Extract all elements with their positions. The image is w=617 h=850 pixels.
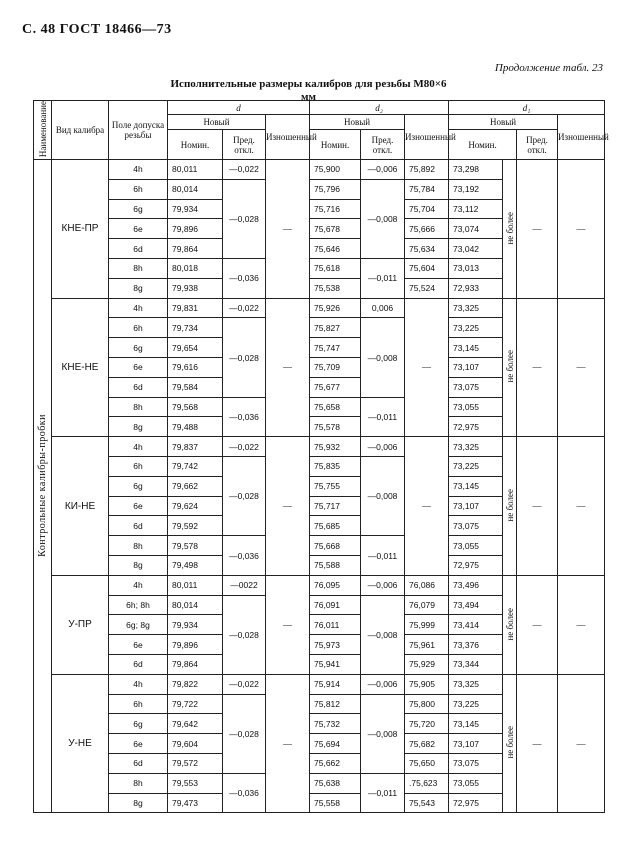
d1-nominal-cell: 73,325 [449, 437, 503, 457]
d1-nominal-cell: 73,107 [449, 734, 503, 754]
table-body [34, 160, 605, 813]
gauge-type-cell: У-ПР [52, 575, 109, 674]
tolerance-field-cell: 4h [109, 575, 168, 595]
d-limit-deviation-cell: —0,022 [223, 160, 266, 180]
d1-limit-deviation-cell: — [517, 298, 558, 437]
d-limit-deviation-cell: —0,028 [223, 179, 266, 258]
d1-limit-deviation-cell: — [517, 674, 558, 813]
tolerance-field-cell: 6g; 8g [109, 615, 168, 635]
d-nominal-cell: 79,624 [168, 496, 223, 516]
d2-nominal-cell: 75,747 [310, 338, 361, 358]
d2-nominal-cell: 75,796 [310, 179, 361, 199]
d1-nominal-cell: 73,075 [449, 516, 503, 536]
d-nominal-cell: 79,831 [168, 298, 223, 318]
col-tolerance-field-header: Поле допуска резьбы [109, 101, 168, 160]
d1-nominal-cell: 73,145 [449, 338, 503, 358]
d-nominal-cell: 79,604 [168, 734, 223, 754]
d1-nominal-cell: 73,192 [449, 179, 503, 199]
d1-nominal-cell: 73,325 [449, 674, 503, 694]
tolerance-field-cell: 8h [109, 397, 168, 417]
table-row [34, 160, 605, 180]
d2-limit-deviation-cell: —0,006 [361, 437, 405, 457]
gauge-type-cell: КНЕ-НЕ [52, 298, 109, 437]
tolerance-field-cell: 4h [109, 674, 168, 694]
tolerance-field-cell: 8g [109, 793, 168, 813]
d-limit-deviation-cell: —0,022 [223, 437, 266, 457]
d2-worn-cell: 75,929 [405, 655, 449, 675]
d2-nominal-cell: 75,709 [310, 358, 361, 378]
d1-not-more-cell: не более [503, 298, 517, 437]
d-nominal-cell: 79,896 [168, 219, 223, 239]
tolerance-field-cell: 8h [109, 773, 168, 793]
d2-nominal-cell: 75,755 [310, 476, 361, 496]
d2-limit-deviation-cell: —0,008 [361, 457, 405, 536]
d1-nominal-cell: 73,414 [449, 615, 503, 635]
d2-nominal-cell: 76,095 [310, 575, 361, 595]
d1-not-more-cell: не более [503, 575, 517, 674]
tolerance-field-cell: 8g [109, 417, 168, 437]
d-nominal-cell: 80,011 [168, 575, 223, 595]
caption-title: Исполнительные размеры калибров для резьбы М80×6 [170, 78, 447, 90]
d1-nominal-cell: 73,013 [449, 259, 503, 279]
tolerance-field-cell: 6d [109, 753, 168, 773]
d-limit-deviation-cell: —0,036 [223, 536, 266, 576]
tolerance-field-cell: 6h; 8h [109, 595, 168, 615]
d1-worn-cell: — [558, 437, 605, 576]
d2-worn-cell: — [405, 298, 449, 437]
d-nominal-cell: 79,722 [168, 694, 223, 714]
col-d1-nominal-header: Номин. [449, 130, 517, 160]
d1-nominal-cell: 73,055 [449, 536, 503, 556]
d1-nominal-cell: 73,112 [449, 199, 503, 219]
d-limit-deviation-cell: —0,022 [223, 298, 266, 318]
d2-worn-cell: — [405, 437, 449, 576]
d2-limit-deviation-cell: 0,006 [361, 298, 405, 318]
d2-worn-cell: 75,524 [405, 278, 449, 298]
d1-nominal-cell: 73,325 [449, 298, 503, 318]
tolerance-field-cell: 6e [109, 219, 168, 239]
d1-nominal-cell: 73,496 [449, 575, 503, 595]
side-label: Контрольные калибры-пробки [34, 160, 52, 813]
d2-limit-deviation-cell: —0,011 [361, 773, 405, 813]
d2-worn-cell: 75,604 [405, 259, 449, 279]
d1-nominal-cell: 73,074 [449, 219, 503, 239]
d1-worn-cell: — [558, 160, 605, 299]
tolerance-field-cell: 6h [109, 457, 168, 477]
d2-limit-deviation-cell: —0,006 [361, 575, 405, 595]
col-d1-limit-header: Пред. откл. [517, 130, 558, 160]
d1-nominal-cell: 73,376 [449, 635, 503, 655]
tolerance-field-cell: 8h [109, 259, 168, 279]
d2-nominal-cell: 75,973 [310, 635, 361, 655]
d2-limit-deviation-cell: —0,008 [361, 694, 405, 773]
col-d-worn-header: Изношенный [266, 115, 310, 160]
d2-nominal-cell: 75,618 [310, 259, 361, 279]
col-d1-worn-header: Изношенный [558, 115, 605, 160]
table-row [34, 437, 605, 457]
d1-not-more-cell: не более [503, 160, 517, 299]
d-nominal-cell: 79,822 [168, 674, 223, 694]
d-nominal-cell: 79,662 [168, 476, 223, 496]
d2-nominal-cell: 75,677 [310, 377, 361, 397]
d2-nominal-cell: 75,932 [310, 437, 361, 457]
col-d1-header: d₁ [449, 101, 605, 115]
col-gauge-type-header: Вид калибра [52, 101, 109, 160]
d2-worn-cell: 75,800 [405, 694, 449, 714]
d2-nominal-cell: 75,558 [310, 793, 361, 813]
d-nominal-cell: 79,934 [168, 615, 223, 635]
d2-nominal-cell: 75,578 [310, 417, 361, 437]
tolerance-field-cell: 6e [109, 358, 168, 378]
tolerance-field-cell: 6h [109, 694, 168, 714]
page-header: С. 48 ГОСТ 18466—73 [22, 22, 172, 37]
d2-worn-cell: 75,666 [405, 219, 449, 239]
d2-limit-deviation-cell: —0,006 [361, 160, 405, 180]
d-nominal-cell: 79,488 [168, 417, 223, 437]
d1-nominal-cell: 73,494 [449, 595, 503, 615]
d1-nominal-cell: 73,145 [449, 476, 503, 496]
col-d-new-header: Новый [168, 115, 266, 130]
col-d2-header: d₂ [310, 101, 449, 115]
d1-nominal-cell: 72,975 [449, 793, 503, 813]
d1-nominal-cell: 73,042 [449, 239, 503, 259]
d-nominal-cell: 79,734 [168, 318, 223, 338]
d2-nominal-cell: 75,900 [310, 160, 361, 180]
table-row [34, 674, 605, 694]
col-name-header: Наименование [34, 101, 52, 160]
d2-limit-deviation-cell: —0,011 [361, 259, 405, 299]
d1-nominal-cell: 73,075 [449, 377, 503, 397]
d2-worn-cell: 75,784 [405, 179, 449, 199]
d-nominal-cell: 80,011 [168, 160, 223, 180]
d1-limit-deviation-cell: — [517, 160, 558, 299]
d2-limit-deviation-cell: —0,011 [361, 397, 405, 437]
d-nominal-cell: 80,018 [168, 259, 223, 279]
d2-worn-cell: 75,720 [405, 714, 449, 734]
tolerance-field-cell: 6d [109, 239, 168, 259]
d1-not-more-cell: не более [503, 437, 517, 576]
d2-limit-deviation-cell: —0,011 [361, 536, 405, 576]
d2-nominal-cell: 76,091 [310, 595, 361, 615]
d-limit-deviation-cell: —0,036 [223, 259, 266, 299]
d-nominal-cell: 79,578 [168, 536, 223, 556]
col-d2-new-header: Новый [310, 115, 405, 130]
d1-nominal-cell: 73,344 [449, 655, 503, 675]
d-nominal-cell: 79,498 [168, 556, 223, 576]
d-nominal-cell: 79,642 [168, 714, 223, 734]
tolerance-field-cell: 8h [109, 536, 168, 556]
d2-nominal-cell: 75,914 [310, 674, 361, 694]
tolerance-field-cell: 6d [109, 655, 168, 675]
table-continuation-note: Продолжение табл. 23 [494, 62, 603, 74]
d-nominal-cell: 79,742 [168, 457, 223, 477]
d-nominal-cell: 79,592 [168, 516, 223, 536]
tolerance-field-cell: 6g [109, 714, 168, 734]
col-d-limit-header: Пред. откл. [223, 130, 266, 160]
table-row [34, 298, 605, 318]
d2-worn-cell: 75,704 [405, 199, 449, 219]
d2-nominal-cell: 75,926 [310, 298, 361, 318]
d-nominal-cell: 80,014 [168, 179, 223, 199]
tolerance-field-cell: 6g [109, 199, 168, 219]
d-nominal-cell: 79,584 [168, 377, 223, 397]
d-limit-deviation-cell: —0,022 [223, 674, 266, 694]
d1-nominal-cell: 73,225 [449, 318, 503, 338]
d2-worn-cell: 75,543 [405, 793, 449, 813]
tolerance-field-cell: 6g [109, 476, 168, 496]
d-limit-deviation-cell: —0,036 [223, 397, 266, 437]
d1-not-more-cell: не более [503, 674, 517, 813]
d2-worn-cell: 76,086 [405, 575, 449, 595]
d2-limit-deviation-cell: —0,008 [361, 318, 405, 397]
d2-limit-deviation-cell: —0,008 [361, 179, 405, 258]
d-nominal-cell: 79,616 [168, 358, 223, 378]
col-d-header: d [168, 101, 310, 115]
d1-worn-cell: — [558, 674, 605, 813]
d-worn-cell: — [266, 437, 310, 576]
tolerance-field-cell: 4h [109, 298, 168, 318]
d2-nominal-cell: 75,658 [310, 397, 361, 417]
d1-nominal-cell: 73,055 [449, 397, 503, 417]
d-worn-cell: — [266, 575, 310, 674]
d1-limit-deviation-cell: — [517, 437, 558, 576]
d2-limit-deviation-cell: —0,008 [361, 595, 405, 674]
tolerance-field-cell: 6d [109, 377, 168, 397]
d-limit-deviation-cell: —0022 [223, 575, 266, 595]
d-limit-deviation-cell: —0,028 [223, 694, 266, 773]
d-nominal-cell: 79,896 [168, 635, 223, 655]
col-d2-nominal-header: Номин. [310, 130, 361, 160]
d2-worn-cell: .75,623 [405, 773, 449, 793]
d2-nominal-cell: 75,941 [310, 655, 361, 675]
d2-nominal-cell: 75,668 [310, 536, 361, 556]
d1-nominal-cell: 72,933 [449, 278, 503, 298]
d1-nominal-cell: 73,298 [449, 160, 503, 180]
d-worn-cell: — [266, 674, 310, 813]
gauge-type-cell: КНЕ-ПР [52, 160, 109, 299]
d2-nominal-cell: 75,678 [310, 219, 361, 239]
d2-nominal-cell: 75,538 [310, 278, 361, 298]
d1-worn-cell: — [558, 298, 605, 437]
d2-nominal-cell: 75,638 [310, 773, 361, 793]
d2-worn-cell: 76,079 [405, 595, 449, 615]
tolerance-field-cell: 6h [109, 179, 168, 199]
d-worn-cell: — [266, 160, 310, 299]
d2-limit-deviation-cell: —0,006 [361, 674, 405, 694]
d1-nominal-cell: 72,975 [449, 556, 503, 576]
col-d-nominal-header: Номин. [168, 130, 223, 160]
d2-nominal-cell: 75,732 [310, 714, 361, 734]
d1-nominal-cell: 73,225 [449, 694, 503, 714]
d2-worn-cell: 75,892 [405, 160, 449, 180]
tolerance-field-cell: 6e [109, 496, 168, 516]
d-worn-cell: — [266, 298, 310, 437]
d-nominal-cell: 79,938 [168, 278, 223, 298]
tolerance-field-cell: 6g [109, 338, 168, 358]
d-limit-deviation-cell: —0,028 [223, 595, 266, 674]
col-d2-limit-header: Пред. откл. [361, 130, 405, 160]
col-d2-worn-header: Изношенный [405, 115, 449, 160]
d-nominal-cell: 79,553 [168, 773, 223, 793]
tolerance-field-cell: 4h [109, 437, 168, 457]
d2-nominal-cell: 75,827 [310, 318, 361, 338]
tolerance-field-cell: 8g [109, 556, 168, 576]
d2-nominal-cell: 75,835 [310, 457, 361, 477]
d2-nominal-cell: 75,646 [310, 239, 361, 259]
d-nominal-cell: 79,654 [168, 338, 223, 358]
tolerance-field-cell: 8g [109, 278, 168, 298]
d2-worn-cell: 75,650 [405, 753, 449, 773]
d1-nominal-cell: 73,145 [449, 714, 503, 734]
gauge-dimensions-table [33, 100, 609, 813]
d1-nominal-cell: 73,075 [449, 753, 503, 773]
d-limit-deviation-cell: —0,028 [223, 457, 266, 536]
d-nominal-cell: 80,014 [168, 595, 223, 615]
d-nominal-cell: 79,572 [168, 753, 223, 773]
d2-worn-cell: 75,961 [405, 635, 449, 655]
tolerance-field-cell: 6e [109, 734, 168, 754]
d2-worn-cell: 75,999 [405, 615, 449, 635]
d2-nominal-cell: 75,588 [310, 556, 361, 576]
d1-limit-deviation-cell: — [517, 575, 558, 674]
tolerance-field-cell: 6e [109, 635, 168, 655]
d2-nominal-cell: 75,812 [310, 694, 361, 714]
gauge-type-cell: У-НЕ [52, 674, 109, 813]
d1-worn-cell: — [558, 575, 605, 674]
table-row [34, 575, 605, 595]
d2-worn-cell: 75,905 [405, 674, 449, 694]
d-nominal-cell: 79,473 [168, 793, 223, 813]
d2-worn-cell: 75,682 [405, 734, 449, 754]
tolerance-field-cell: 6h [109, 318, 168, 338]
d2-worn-cell: 75,634 [405, 239, 449, 259]
d-nominal-cell: 79,864 [168, 239, 223, 259]
d1-nominal-cell: 72,975 [449, 417, 503, 437]
tolerance-field-cell: 6d [109, 516, 168, 536]
d2-nominal-cell: 76,011 [310, 615, 361, 635]
caption-units: мм [301, 91, 316, 103]
tolerance-field-cell: 4h [109, 160, 168, 180]
d-nominal-cell: 79,837 [168, 437, 223, 457]
d-nominal-cell: 79,864 [168, 655, 223, 675]
d-nominal-cell: 79,568 [168, 397, 223, 417]
d-limit-deviation-cell: —0,028 [223, 318, 266, 397]
d1-nominal-cell: 73,055 [449, 773, 503, 793]
d-limit-deviation-cell: —0,036 [223, 773, 266, 813]
d1-nominal-cell: 73,107 [449, 496, 503, 516]
d2-nominal-cell: 75,717 [310, 496, 361, 516]
d2-nominal-cell: 75,685 [310, 516, 361, 536]
col-d1-new-header: Новый [449, 115, 558, 130]
d2-nominal-cell: 75,662 [310, 753, 361, 773]
gauge-type-cell: КИ-НЕ [52, 437, 109, 576]
d2-nominal-cell: 75,694 [310, 734, 361, 754]
d2-nominal-cell: 75,716 [310, 199, 361, 219]
d1-nominal-cell: 73,107 [449, 358, 503, 378]
d1-nominal-cell: 73,225 [449, 457, 503, 477]
d-nominal-cell: 79,934 [168, 199, 223, 219]
